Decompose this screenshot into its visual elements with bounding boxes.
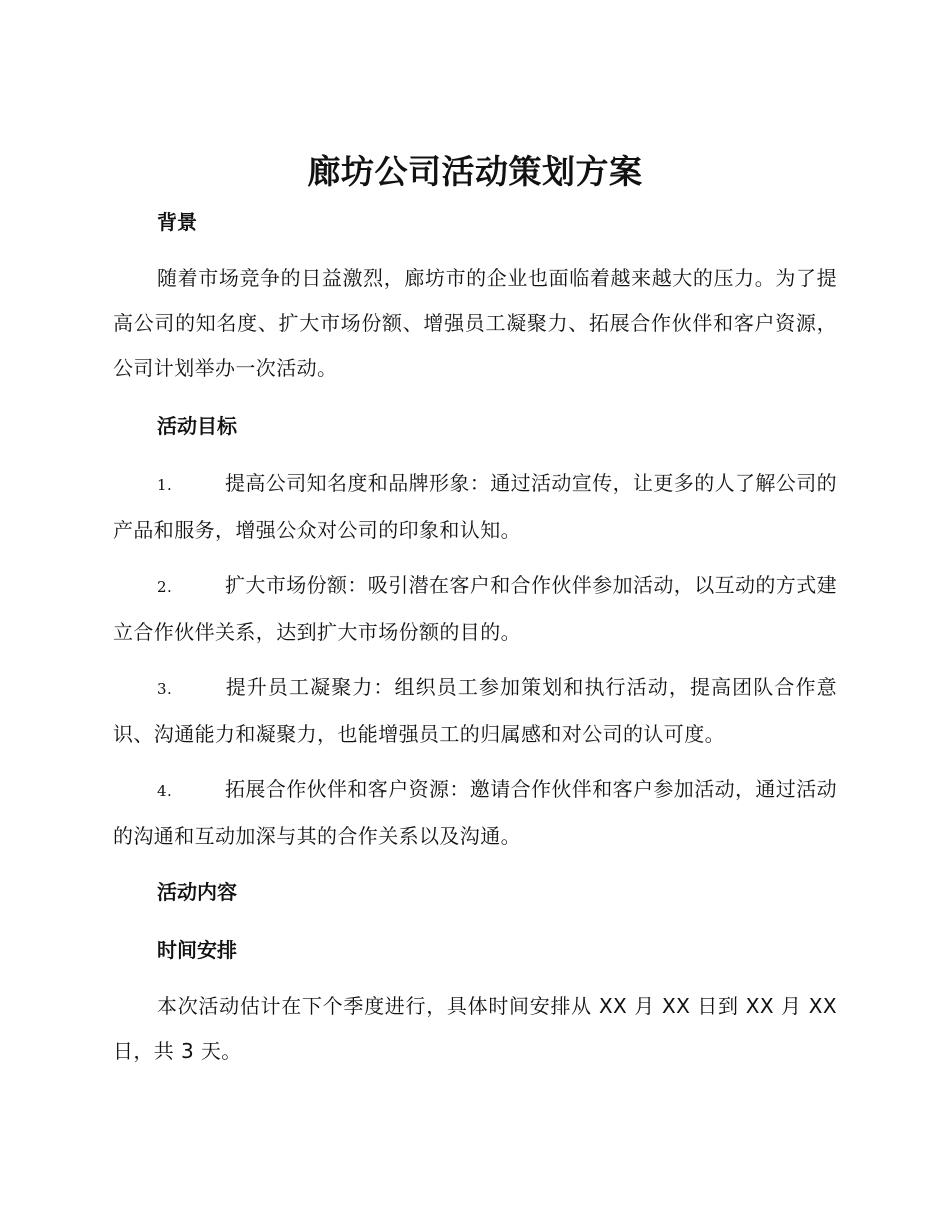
goal-item-text: 扩大市场份额：吸引潜在客户和合作伙伴参加活动，以互动的方式建立合作伙伴关系，达到扩大市场份额的目的。 xyxy=(113,573,837,644)
goal-item-4 xyxy=(113,767,837,859)
schedule-paragraph: 本次活动估计在下个季度进行，具体时间安排从 XX 月 XX 日到 XX 月 XX 日，共 3 天。 xyxy=(113,994,837,1063)
goal-item-number: 3. xyxy=(157,680,173,698)
goal-item-2 xyxy=(113,563,837,655)
section-heading-content: 活动内容 xyxy=(157,880,237,904)
goal-item-number: 1. xyxy=(157,476,173,494)
goal-item-text: 提高公司知名度和品牌形象：通过活动宣传，让更多的人了解公司的产品和服务，增强公众对公司的印象和认知。 xyxy=(113,471,837,542)
goal-item-text: 提升员工凝聚力：组织员工参加策划和执行活动，提高团队合作意识、沟通能力和凝聚力，也能增强员工的归属感和对公司的认可度。 xyxy=(113,675,837,746)
goal-item-number: 2. xyxy=(157,578,173,596)
section-heading-goals: 活动目标 xyxy=(157,414,237,438)
goal-item-1 xyxy=(113,461,837,553)
background-paragraph: 随着市场竞争的日益激烈，廊坊市的企业也面临着越来越大的压力。为了提高公司的知名度、扩大市场份额、增强员工凝聚力、拓展合作伙伴和客户资源，公司计划举办一次活动。 xyxy=(113,266,837,380)
goal-item-text: 拓展合作伙伴和客户资源：邀请合作伙伴和客户参加活动，通过活动的沟通和互动加深与其的合作关系以及沟通。 xyxy=(113,777,837,848)
goal-item-number: 4. xyxy=(157,782,173,800)
goal-item-3 xyxy=(113,665,837,757)
document-title: 廊坊公司活动策划方案 xyxy=(307,152,643,191)
section-heading-schedule: 时间安排 xyxy=(157,938,237,962)
section-heading-background: 背景 xyxy=(157,210,197,234)
